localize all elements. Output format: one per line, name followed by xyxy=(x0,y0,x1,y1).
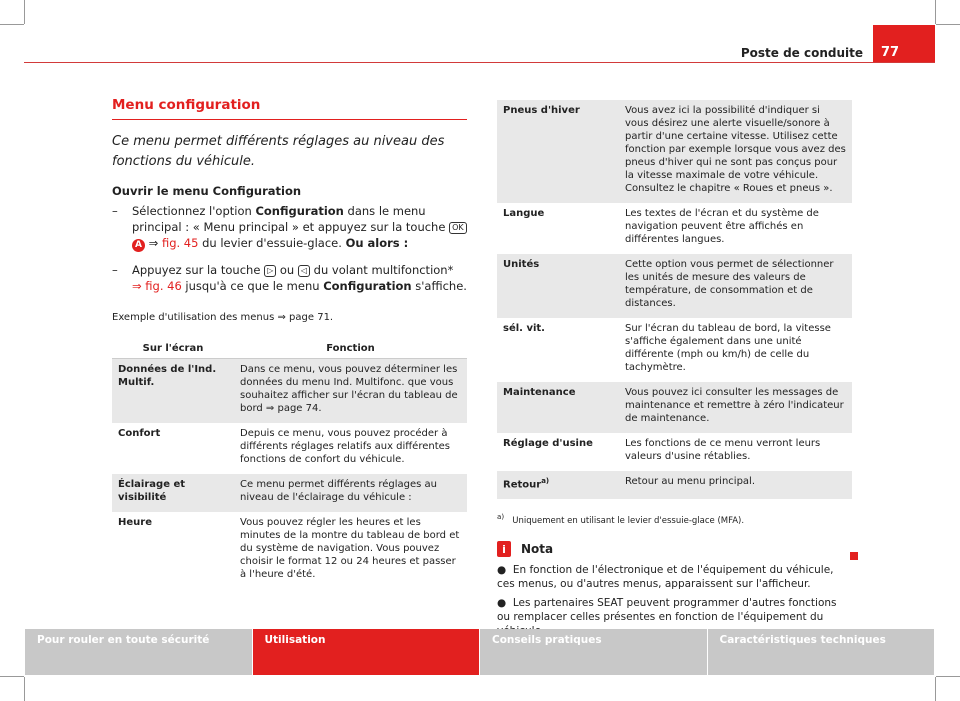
table-row: Unités Cette option vous permet de sélectionner les unités de mesure des valeurs de température, de consommation et de distances. xyxy=(497,254,852,318)
footer-tab-tips[interactable]: Conseils pratiques xyxy=(480,629,707,675)
instruction-step: – Sélectionnez l'option Configuration dans le menu principal : « Menu principal » et appuyez sur la touche OK A ⇒ fig. 45 du levier d'essuie-glace. Ou alors : xyxy=(112,203,467,252)
menu-table-continued xyxy=(497,100,852,499)
example-reference: Exemple d'utilisation des menus ⇒ page 71. xyxy=(112,312,334,323)
crop-mark xyxy=(935,0,936,24)
table-row: Données de l'Ind. Multif. Dans ce menu, vous pouvez déterminer les données du menu Ind. Multifonc. que vous souhaitez afficher sur l'écran du tableau de bord ⇒ page 74. xyxy=(112,359,467,424)
table-row: Retour$^{a)}$ Retour au menu principal. xyxy=(497,471,852,499)
section-title: Poste de conduite xyxy=(740,46,863,60)
ok-key-icon: OK xyxy=(449,222,467,234)
table-row: Pneus d'hiver Vous avez ici la possibilité d'indiquer si vous désirez une alerte visuelle/sonore à partir d'une certaine vitesse. Utilisez cette fonction par exemple lorsque vous avez des pneus d'hiver qui ne sont pas conçus pour la vitesse maximale de votre véhicule. Consultez le chapitre « Roues et pneus ». xyxy=(497,100,852,203)
figure-link[interactable]: fig. 45 xyxy=(161,236,199,250)
dash-bullet: – xyxy=(112,263,118,277)
end-mark-icon xyxy=(850,552,858,560)
table-header: Sur l'écran xyxy=(112,339,234,359)
footer-tab-usage[interactable]: Utilisation xyxy=(253,629,480,675)
table-row: Langue Les textes de l'écran et du système de navigation peuvent être affichés en différentes langues. xyxy=(503,208,819,245)
figure-link[interactable]: ⇒ fig. 46 xyxy=(132,279,182,293)
nota-item: ● En fonction de l'électronique et de l'équipement du véhicule, ces menus, ou d'autres menus, apparaissent sur l'afficheur. xyxy=(497,564,834,591)
page-number: 77 xyxy=(873,25,935,63)
footer-tab-specs[interactable]: Caractéristiques techniques xyxy=(708,629,935,675)
instruction-step: – Appuyez sur la touche ▷ ou ◁ du volant multifonction* ⇒ fig. 46 jusqu'à ce que le menu Configuration s'affiche. xyxy=(112,263,467,293)
dash-bullet: – xyxy=(112,204,118,218)
info-icon: i xyxy=(497,541,511,557)
crop-mark xyxy=(936,24,960,25)
crop-mark xyxy=(24,0,25,24)
subheading: Ouvrir le menu Configuration xyxy=(112,184,302,198)
table-row: Confort Depuis ce menu, vous pouvez procéder à différents réglages relatifs aux différentes fonctions de confort du véhicule. xyxy=(118,428,450,465)
footnote: $^{a)}$ Uniquement en utilisant le levier d'essuie-glace (MFA). xyxy=(497,512,745,527)
table-row: sél. vit. Sur l'écran du tableau de bord, la vitesse s'affiche également dans une unité différente (mph ou km/h) de celle du tachymètre. xyxy=(503,323,831,373)
table-header: Fonction xyxy=(234,339,467,359)
section-heading: Menu configuration xyxy=(112,98,467,120)
right-arrow-key-icon: ▷ xyxy=(264,265,276,277)
callout-badge: A xyxy=(132,239,145,252)
left-column xyxy=(112,98,467,589)
crop-mark xyxy=(24,677,25,701)
lead-text: Ce menu permet différents réglages au niveau des fonctions du véhicule. xyxy=(112,134,445,169)
nota-item: ● Les partenaires SEAT peuvent programmer d'autres fonctions ou remplacer celles présentes en fonction de l'équipement du xyxy=(497,597,837,624)
crop-mark xyxy=(0,24,24,25)
menu-table xyxy=(112,339,467,589)
table-row: Réglage d'usine Les fonctions de ce menu verront leurs valeurs d'usine rétablies. xyxy=(503,438,821,462)
footer-navigation xyxy=(25,629,935,675)
nota-title: Nota xyxy=(521,541,554,556)
crop-mark xyxy=(0,676,24,677)
footer-tab-safety[interactable]: Pour rouler en toute sécurité xyxy=(25,629,252,675)
table-row: Maintenance Vous pouvez ici consulter les messages de maintenance et remettre à zéro l'indicateur de maintenance. xyxy=(497,382,852,433)
table-row: Heure Vous pouvez régler les heures et les minutes de la montre du tableau de bord et du système de navigation. Vous pouvez choisir le format 12 ou 24 heures et passer à l'heure d'été. xyxy=(118,517,460,580)
table-row: Éclairage et visibilité Ce menu permet différents réglages au niveau de l'éclairage du véhicule : xyxy=(112,474,467,512)
crop-mark xyxy=(936,676,960,677)
header-rule xyxy=(24,62,935,63)
right-column xyxy=(497,100,852,676)
crop-mark xyxy=(935,677,936,701)
left-arrow-key-icon: ◁ xyxy=(298,265,310,277)
